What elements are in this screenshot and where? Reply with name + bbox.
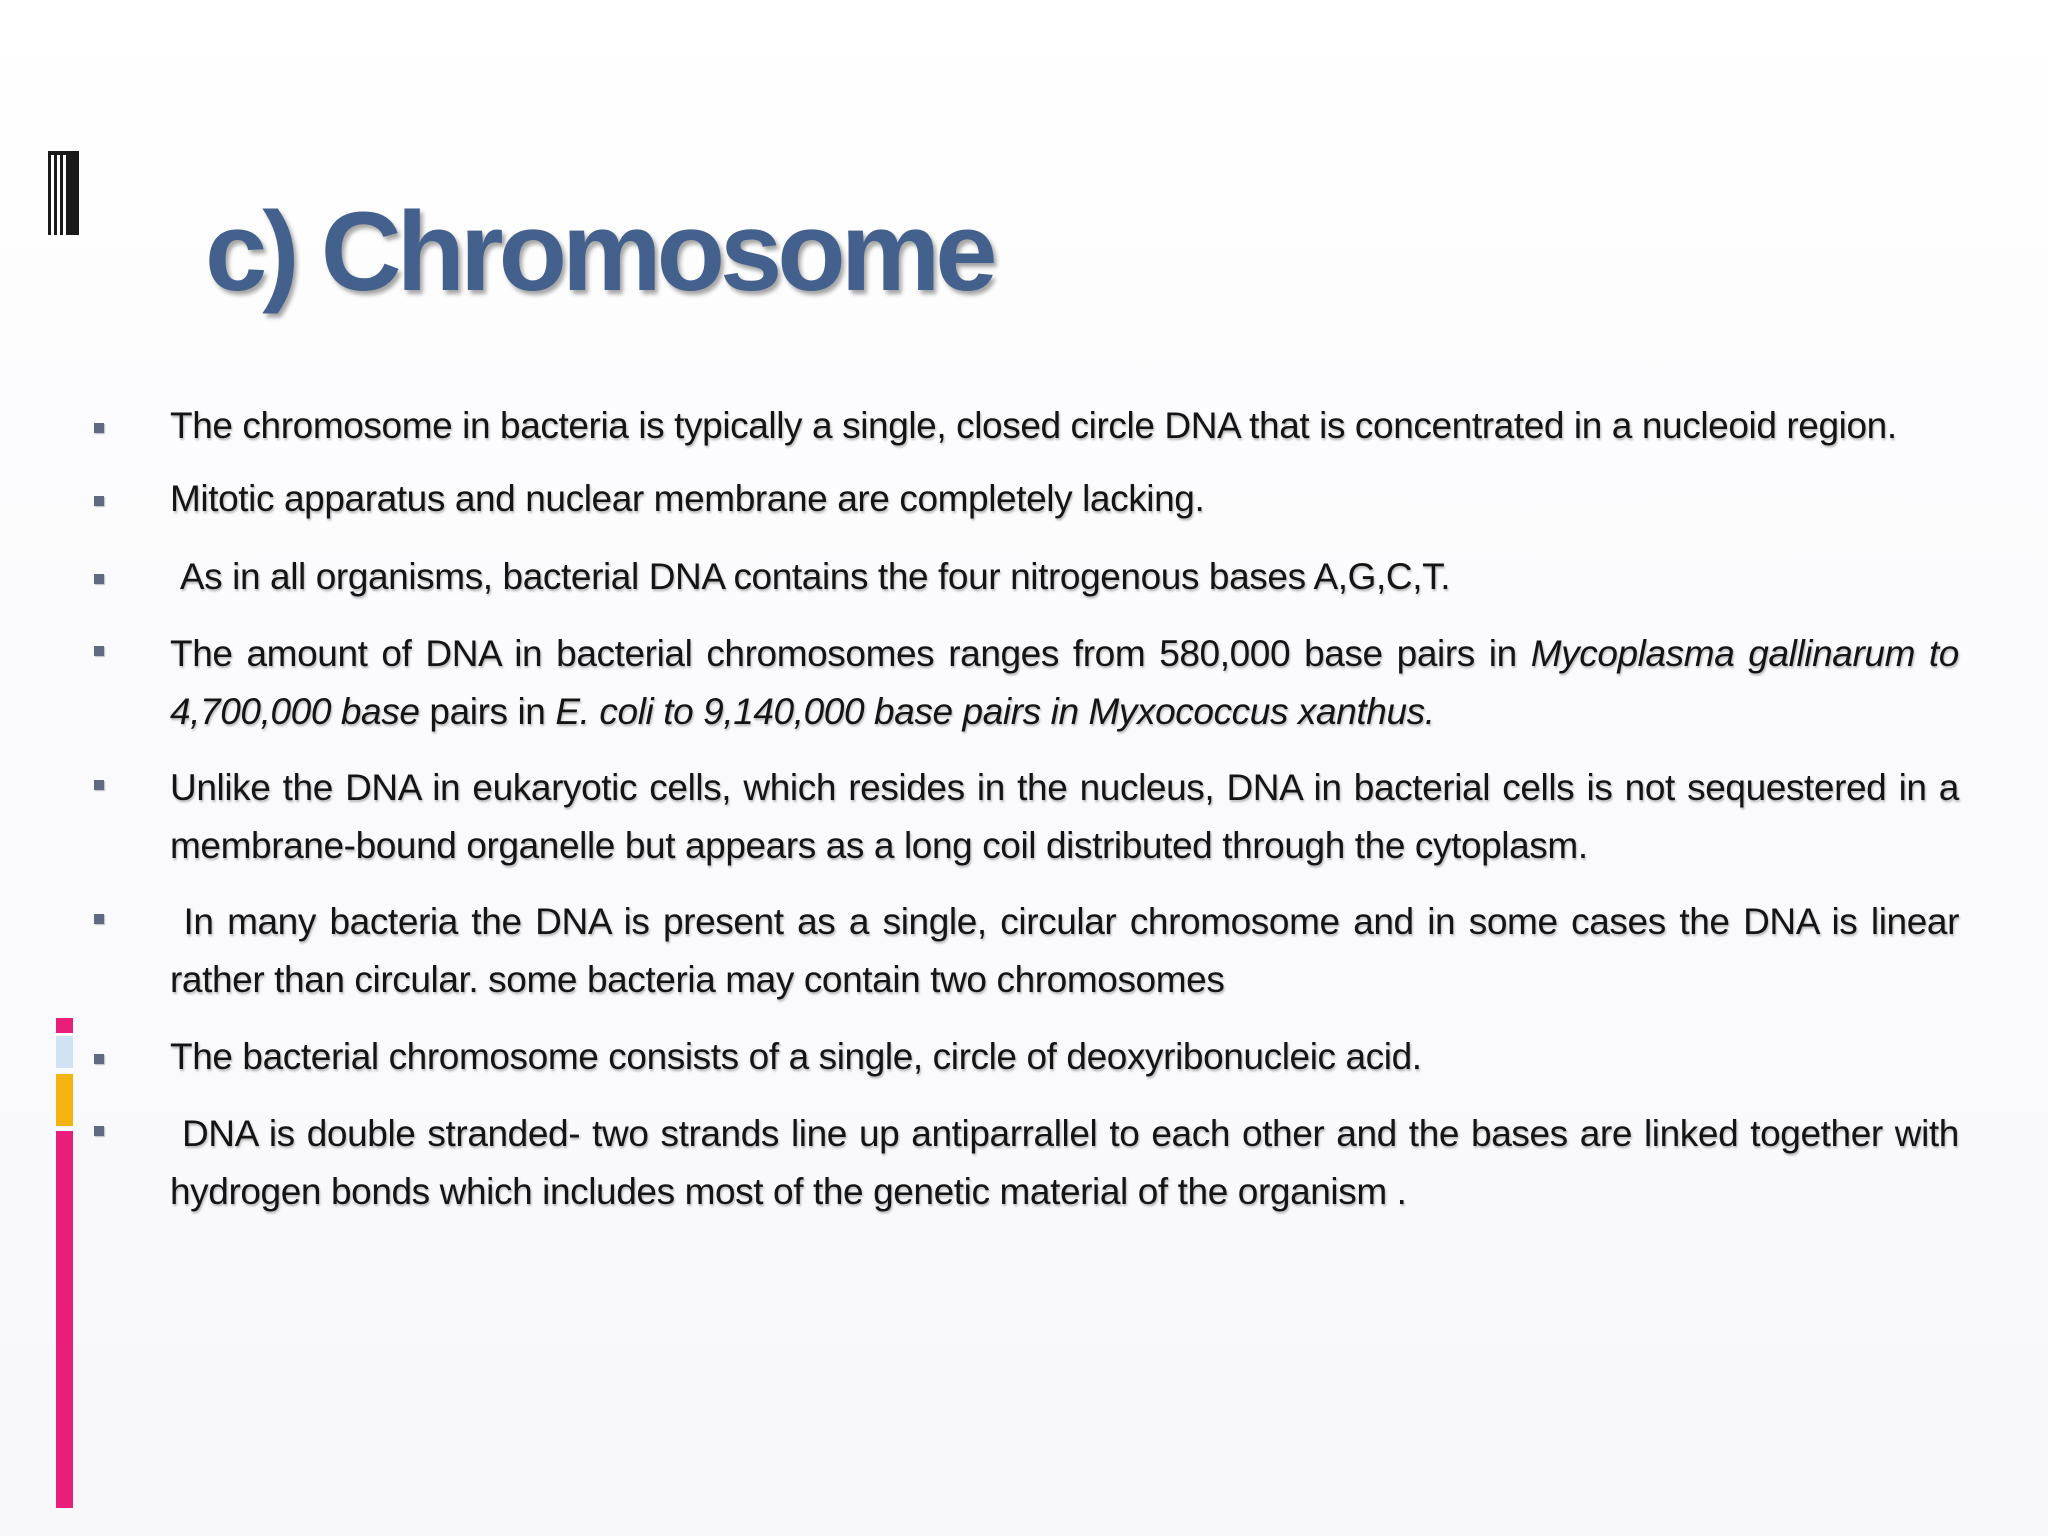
bullet-item xyxy=(92,475,1959,523)
bullet-text-part: pairs in xyxy=(419,691,556,732)
bullet-text: The chromosome in bacteria is typically a single, closed circle DNA that is concentrated in a nucleoid region. xyxy=(170,405,1897,446)
square-bullet-icon xyxy=(94,1054,104,1064)
bullet-item xyxy=(92,1105,1969,1221)
color-strip-decoration xyxy=(56,1018,73,1508)
bullet-item xyxy=(92,1033,1959,1081)
bullet-text: DNA is double stranded- two strands line up antiparrallel to each other and the bases are linked together with hydrogen bonds which includes most of the genetic material of the organism . xyxy=(170,1113,1969,1212)
bullet-list xyxy=(92,402,1969,1221)
corner-bars-decoration xyxy=(48,151,80,235)
bullet-text: As in all organisms, bacterial DNA contains the four nitrogenous bases A,G,C,T. xyxy=(170,556,1451,597)
bullet-item xyxy=(92,402,1959,450)
square-bullet-icon xyxy=(94,496,104,506)
slide-title: c) Chromosome xyxy=(205,189,993,314)
bullet-text-part: The amount of DNA in bacterial chromosomes ranges from 580,000 base pairs in xyxy=(170,633,1531,674)
square-bullet-icon xyxy=(94,780,104,790)
bullet-text: Unlike the DNA in eukaryotic cells, which resides in the nucleus, DNA in bacterial cells is not sequestered in a membrane-bound organelle but appears as a long coil distributed through the cytoplasm. xyxy=(170,767,1959,866)
square-bullet-icon xyxy=(94,423,104,433)
species-name-italic: Mycoplasma gallinarum to 4,700,000 base xyxy=(170,633,1959,732)
square-bullet-icon xyxy=(94,914,104,924)
square-bullet-icon xyxy=(94,646,104,656)
bullet-text: Mitotic apparatus and nuclear membrane are completely lacking. xyxy=(170,478,1205,519)
bullet-item xyxy=(92,625,1959,741)
square-bullet-icon xyxy=(94,574,104,584)
bullet-text: The bacterial chromosome consists of a single, circle of deoxyribonucleic acid. xyxy=(170,1036,1422,1077)
species-name-italic: E. coli to 9,140,000 base pairs in Myxococcus xanthus. xyxy=(555,691,1435,732)
square-bullet-icon xyxy=(94,1126,104,1136)
bullet-item xyxy=(92,553,1959,601)
bullet-text: In many bacteria the DNA is present as a single, circular chromosome and in some cases the DNA is linear rather than circular. some bacteria may contain two chromosomes xyxy=(170,901,1969,1000)
bullet-item xyxy=(92,893,1969,1009)
bullet-item xyxy=(92,759,1959,875)
bullet-text xyxy=(170,633,1959,732)
